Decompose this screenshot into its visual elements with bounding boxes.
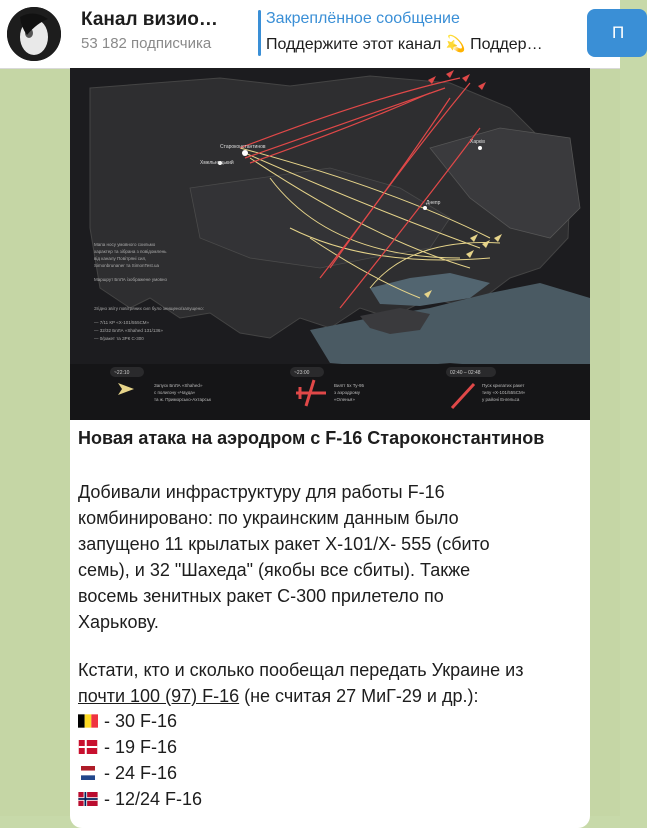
svg-text:~22:10: ~22:10 <box>114 370 130 376</box>
text-line: запущено 11 крылатых ракет Х-101/Х- 555 (сбито <box>78 534 490 554</box>
channel-title[interactable]: Канал визио… <box>81 9 218 30</box>
text-line: комбинировано: по украинским данным было <box>78 508 459 528</box>
join-button[interactable]: П <box>587 9 647 57</box>
chat-header <box>0 0 625 69</box>
map-summary-title: Згідно звіту повітряних сил було знищено/запущено: <box>94 306 204 311</box>
map-note-line: характер та зібрана з повідомлень <box>94 249 167 254</box>
pinned-text[interactable]: Поддержите этот канал 💫 Поддер… <box>266 36 543 53</box>
pledge-row: - 19 F-16 <box>78 737 177 761</box>
map-summary-line: — 32/32 БпЛА «Shahed 131/136» <box>94 328 163 333</box>
text-line: Харькову. <box>78 612 159 632</box>
map-note-line: Маршрут БпЛА ізображене умовно <box>94 277 168 282</box>
belgium-flag-icon <box>78 714 98 728</box>
city-label: Староконстантинов <box>220 144 266 150</box>
svg-text:з аэродрому: з аэродрому <box>334 390 361 395</box>
text-line: восемь зенитных ракет С-300 прилетело по <box>78 586 444 606</box>
denmark-flag-icon <box>78 740 98 754</box>
city-label: Харків <box>470 139 485 145</box>
map-note-line: від каналу Повітряні сил, <box>94 256 147 261</box>
svg-text:с полигону «Чауда»: с полигону «Чауда» <box>154 390 196 395</box>
attack-map-image[interactable] <box>70 68 590 420</box>
svg-text:Пуск крилатих ракет: Пуск крилатих ракет <box>482 383 525 388</box>
pledge-row: - 24 F-16 <box>78 763 177 787</box>
map-note-line: Мапа носу умовного схильмо <box>94 242 156 247</box>
norway-flag-icon <box>78 792 98 806</box>
map-summary-line: — 7/11 КР «Х-101/555СМ» <box>94 320 150 325</box>
svg-text:типу «Х-101/555СМ»: типу «Х-101/555СМ» <box>482 390 526 395</box>
svg-text:«Оленья»: «Оленья» <box>334 397 355 402</box>
svg-text:та ж. Приморсько-Ахтарськ: та ж. Приморсько-Ахтарськ <box>154 397 212 402</box>
text-line: Добивали инфраструктуру для работы F-16 <box>78 482 445 502</box>
text-line: почти 100 (97) F-16 (не считая 27 МиГ-29 и др.): <box>78 686 479 706</box>
f16-link[interactable]: почти 100 (97) F-16 <box>78 686 240 706</box>
pinned-title[interactable]: Закреплённое сообщение <box>266 10 460 27</box>
svg-text:02:40 – 02:48: 02:40 – 02:48 <box>450 370 481 376</box>
pinned-indicator <box>258 10 261 56</box>
text-line: Кстати, кто и сколько пообещал передать Украине из <box>78 660 524 680</box>
message-bubble <box>70 68 590 828</box>
svg-text:Вилїт 5х Ту-95: Вилїт 5х Ту-95 <box>334 383 364 388</box>
svg-text:~23:00: ~23:00 <box>294 370 310 376</box>
netherlands-flag-icon <box>78 766 98 780</box>
map-summary-line: — 0/ракет та ЗРК С-300 <box>94 336 144 341</box>
svg-text:у районі Енгельса: у районі Енгельса <box>482 397 520 402</box>
pledge-row: - 30 F-16 <box>78 711 177 735</box>
map-note-line: Simonbrunaner та SimonTest.ua <box>94 263 160 268</box>
city-label: Хмельницький <box>200 160 234 166</box>
message-paragraph-2 <box>78 657 578 709</box>
message-title: Новая атака на аэродром с F-16 Староконстантинов <box>78 428 545 448</box>
pledge-row: - 12/24 F-16 <box>78 789 202 813</box>
svg-text:Запуск БпЛА «Shahed»: Запуск БпЛА «Shahed» <box>154 383 203 388</box>
message-paragraph-1 <box>78 479 578 635</box>
subscriber-count: 53 182 подписчика <box>81 35 212 52</box>
text-line: семь), и 32 "Шахеда" (якобы все сбиты). Также <box>78 560 471 580</box>
channel-avatar[interactable] <box>7 7 61 61</box>
city-label: Днепр <box>426 200 441 206</box>
